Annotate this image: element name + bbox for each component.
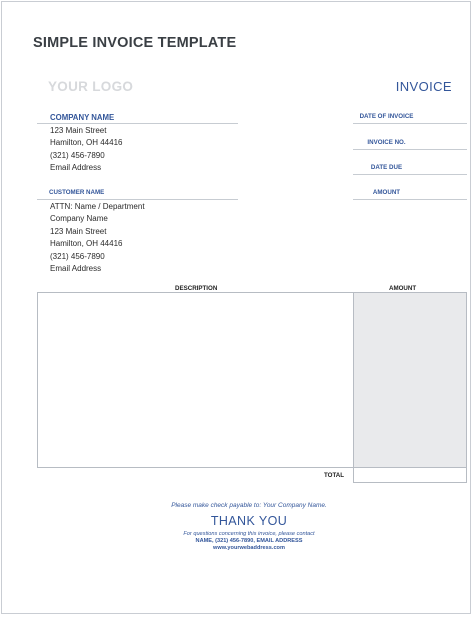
- customer-email: Email Address: [50, 264, 102, 273]
- payable-note: Please make check payable to: Your Company Name.: [171, 502, 327, 509]
- customer-divider: [37, 199, 238, 200]
- line-items-table: [37, 292, 467, 468]
- company-name: COMPANY NAME: [50, 113, 115, 122]
- customer-attn: ATTN: Name / Department: [50, 202, 145, 211]
- description-header: DESCRIPTION: [175, 285, 218, 292]
- invoice-no-label: INVOICE NO.: [367, 139, 406, 146]
- date-of-invoice-field[interactable]: [353, 123, 467, 124]
- logo-placeholder: YOUR LOGO: [48, 79, 134, 94]
- thank-you: THANK YOU: [210, 514, 288, 528]
- questions-line: For questions concerning this invoice, please contact: [183, 531, 315, 537]
- customer-address-line: Hamilton, OH 44416: [50, 239, 123, 248]
- amount-label: AMOUNT: [372, 189, 401, 196]
- amount-header: AMOUNT: [389, 285, 417, 292]
- company-address-line: 123 Main Street: [50, 126, 107, 135]
- website: www.yourwebaddress.com: [213, 545, 285, 551]
- company-divider: [37, 123, 238, 124]
- contact-line: NAME, (321) 456-7890, EMAIL ADDRESS: [195, 538, 303, 544]
- customer-name-label: CUSTOMER NAME: [49, 189, 105, 196]
- total-field[interactable]: [353, 468, 467, 483]
- date-due-label: DATE DUE: [370, 164, 403, 171]
- date-of-invoice-label: DATE OF INVOICE: [359, 113, 414, 120]
- customer-phone: (321) 456-7890: [50, 252, 105, 261]
- document-title: SIMPLE INVOICE TEMPLATE: [33, 35, 237, 51]
- company-email: Email Address: [50, 163, 102, 172]
- company-address-line: Hamilton, OH 44416: [50, 138, 123, 147]
- invoice-heading: INVOICE: [395, 79, 452, 94]
- customer-address-line: 123 Main Street: [50, 227, 107, 236]
- amount-column[interactable]: [353, 293, 466, 467]
- total-label: TOTAL: [324, 472, 345, 479]
- date-due-field[interactable]: [353, 174, 467, 175]
- company-phone: (321) 456-7890: [50, 151, 105, 160]
- invoice-no-field[interactable]: [353, 149, 467, 150]
- amount-field[interactable]: [353, 199, 467, 200]
- customer-company: Company Name: [50, 214, 108, 223]
